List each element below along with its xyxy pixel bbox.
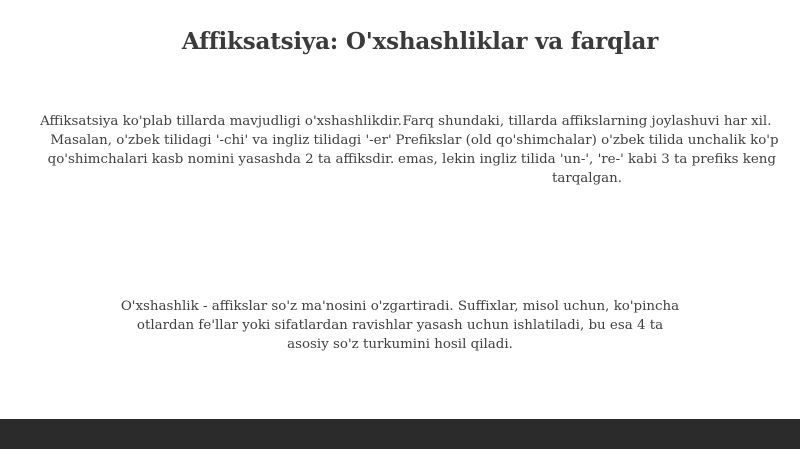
slide-title: Affiksatsiya: O'xshashliklar va farqlar bbox=[181, 28, 659, 55]
left-text-block: Affiksatsiya ko'plab tillarda mavjudligi o'xshashlikdir. Masalan, o'zbek tilidagi '-chi' va ingliz tilidagi '-er' qo'shimchalari kasb nomini yasashda 2 ta affiksdir. bbox=[40, 114, 402, 167]
right-text-block: Farq shundaki, tillarda affikslarning joylashuvi har xil. Prefikslar (old qo'shimchalar) o'zbek tilida unchalik ko'p emas, lekin ingliz tilida 'un-', 're-' kabi 3 ta prefiks keng tarqalgan. bbox=[395, 114, 779, 186]
bottom-text-block: O'xshashlik - affikslar so'z ma'nosini o'zgartiradi. Suffixlar, misol uchun, ko'pincha otlardan fe'llar yoki sifatlardan ravishlar yasash uchun ishlatiladi, bu esa 4 ta asosiy so'z turkumini hosil qiladi. bbox=[120, 299, 680, 352]
footer-bar bbox=[0, 419, 800, 449]
